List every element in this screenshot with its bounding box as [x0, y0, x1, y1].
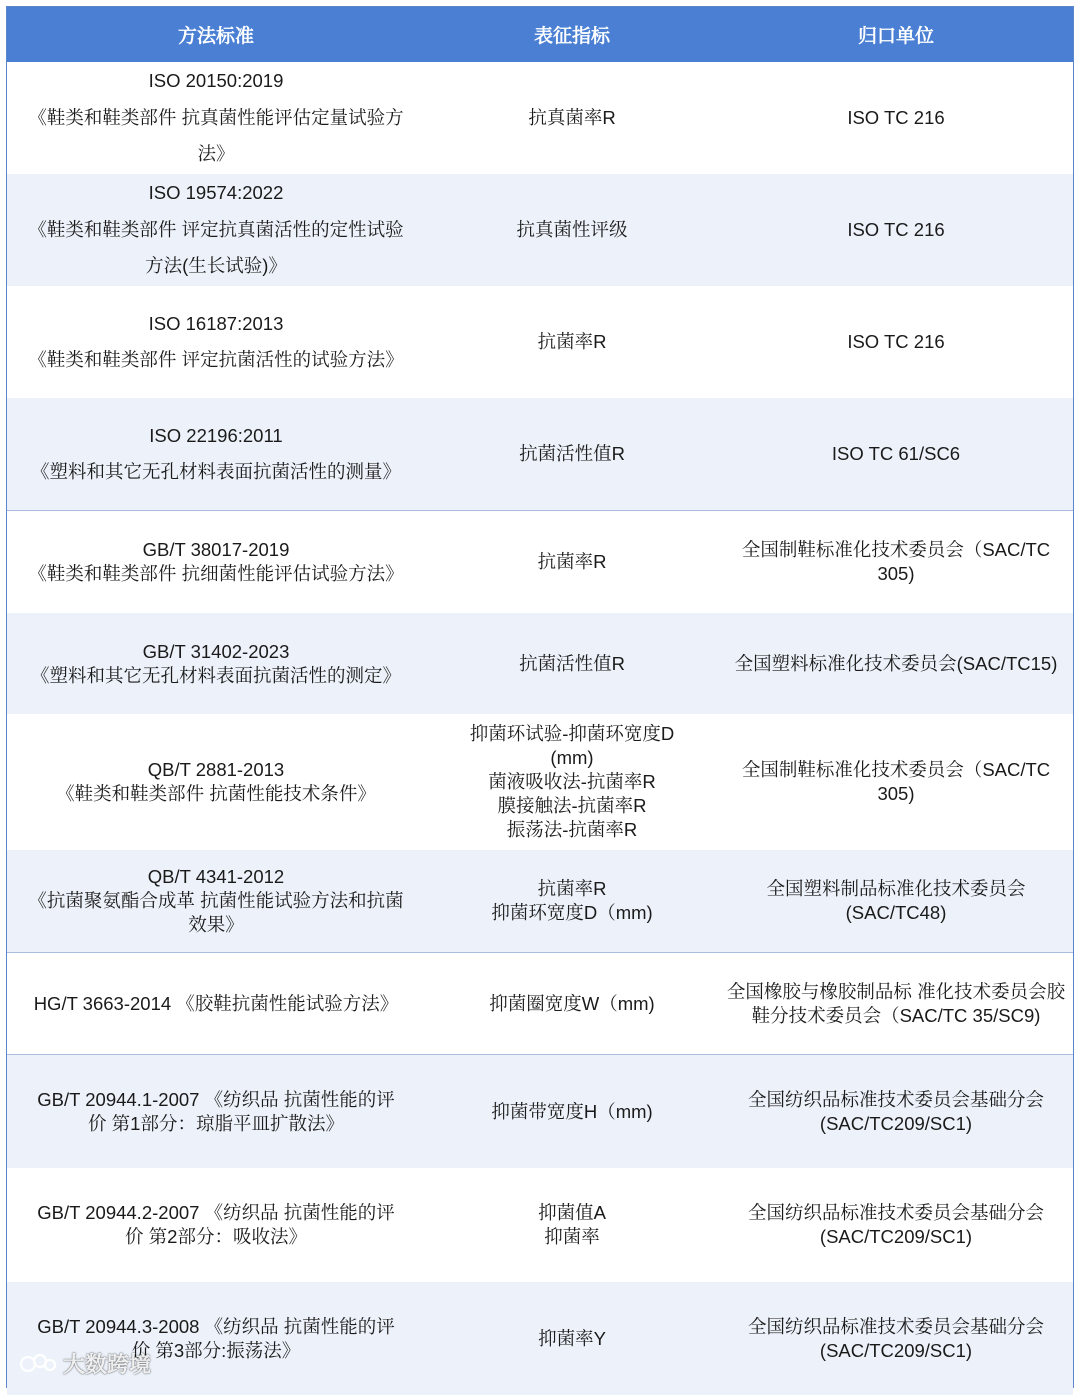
- standard-code: GB/T 20944.2-2007 《纺织品 抗菌性能的评: [37, 1202, 395, 1223]
- table-body: [7, 62, 1073, 1395]
- organization-line: 305): [877, 563, 915, 584]
- standard-title: 价 第1部分：琼脂平皿扩散法》: [88, 1112, 344, 1134]
- organization-line: 全国制鞋标准化技术委员会（SAC/TC: [741, 759, 1051, 780]
- indicator-line: 抗菌率R: [537, 331, 607, 352]
- standard-title: 《塑料和其它无孔材料表面抗菌活性的测量》: [30, 461, 401, 482]
- indicator-cell: [425, 1282, 719, 1395]
- watermark: [19, 1348, 151, 1379]
- table-row: [7, 613, 1073, 714]
- indicator-line: 抗菌活性值R: [519, 652, 625, 674]
- indicator-cell: [425, 953, 719, 1054]
- indicator-line: 抗菌率R: [537, 878, 607, 899]
- standard-title: 《鞋类和鞋类部件 评定抗菌活性的试验方法》: [28, 349, 404, 370]
- indicator-cell: [425, 714, 719, 850]
- indicator-line: 菌液吸收法-抗菌率R: [488, 771, 656, 792]
- standard-code: GB/T 31402-2023: [142, 640, 290, 662]
- indicator-line: 抑菌环试验-抑菌环宽度D: [469, 723, 675, 744]
- standards-table: [6, 6, 1074, 1388]
- organization-cell: [719, 1055, 1073, 1168]
- indicator-line: 抑菌值A: [538, 1202, 606, 1223]
- indicator-line: 抑菌率: [544, 1226, 600, 1247]
- standard-cell: [7, 1168, 425, 1282]
- organization-cell: [719, 398, 1073, 510]
- organization-cell: [719, 1168, 1073, 1282]
- indicator-line: 抑菌带宽度H（mm): [491, 1100, 653, 1122]
- table-row: [7, 286, 1073, 398]
- indicator-line: 抗菌活性值R: [519, 443, 625, 464]
- indicator-line: 抗真菌率R: [528, 107, 616, 128]
- organization-line: ISO TC 216: [847, 107, 945, 128]
- organization-line: 全国纺织品标准技术委员会基础分会: [747, 1202, 1044, 1223]
- standard-title: 《抗菌聚氨酯合成革 抗菌性能试验方法和抗菌: [28, 890, 404, 911]
- organization-cell: [719, 286, 1073, 398]
- standard-cell: [7, 511, 425, 613]
- table-row: [7, 62, 1073, 174]
- organization-line: ISO TC 216: [847, 331, 945, 352]
- standard-cell: [7, 1055, 425, 1168]
- indicator-cell: [425, 286, 719, 398]
- standard-title: 《鞋类和鞋类部件 抗细菌性能评估试验方法》: [28, 563, 404, 584]
- table-header: [7, 7, 1073, 62]
- standard-cell: [7, 398, 425, 510]
- organization-line: 全国橡胶与橡胶制品标 准化技术委员会胶: [726, 980, 1066, 1002]
- indicator-cell: [425, 62, 719, 174]
- standard-title: 《塑料和其它无孔材料表面抗菌活性的测定》: [30, 664, 401, 686]
- table-row: [7, 714, 1073, 850]
- standard-title: 价 第2部分：吸收法》: [125, 1226, 307, 1247]
- organization-cell: [719, 511, 1073, 613]
- organization-cell: [719, 613, 1073, 714]
- standard-code: QB/T 2881-2013: [147, 759, 285, 780]
- standard-code: QB/T 4341-2012: [147, 866, 285, 887]
- organization-cell: [719, 174, 1073, 286]
- standard-cell: [7, 62, 425, 174]
- indicator-line: 抑菌环宽度D（mm): [491, 902, 653, 923]
- organization-line: 鞋分技术委员会（SAC/TC 35/SC9): [751, 1004, 1041, 1026]
- watermark-text: 大数跨境: [63, 1352, 152, 1377]
- standard-cell: [7, 850, 425, 952]
- watermark-logo-icon: [19, 1351, 57, 1377]
- indicator-line: 抗真菌性评级: [516, 219, 628, 240]
- organization-cell: [719, 62, 1073, 174]
- standard-cell: [7, 613, 425, 714]
- standard-title-cont: 效果》: [188, 914, 244, 935]
- indicator-line: 抑菌圈宽度W（mm): [489, 992, 655, 1014]
- standard-code: GB/T 20944.3-2008 《纺织品 抗菌性能的评: [37, 1315, 395, 1337]
- organization-line: 全国纺织品标准技术委员会基础分会: [747, 1315, 1044, 1337]
- table-row: [7, 952, 1073, 1054]
- standard-title: 价 第3部分:振荡法》: [131, 1339, 301, 1361]
- standard-cell: [7, 953, 425, 1054]
- standard-cell: [7, 714, 425, 850]
- indicator-line: 膜接触法-抗菌率R: [497, 795, 647, 816]
- organization-cell: [719, 714, 1073, 850]
- organization-line: (SAC/TC209/SC1): [819, 1226, 973, 1247]
- indicator-line: 抑菌率Y: [538, 1327, 606, 1349]
- organization-line: (SAC/TC48): [845, 902, 947, 923]
- standard-code: ISO 16187:2013: [148, 312, 284, 334]
- organization-line: ISO TC 216: [847, 219, 945, 240]
- table-row: [7, 1282, 1073, 1395]
- indicator-cell: [425, 511, 719, 613]
- organization-line: 305): [877, 783, 915, 804]
- indicator-cell: [425, 174, 719, 286]
- table-row: [7, 850, 1073, 952]
- organization-line: (SAC/TC209/SC1): [819, 1339, 973, 1361]
- header-indicator: 表征指标: [533, 26, 610, 47]
- organization-cell: [719, 850, 1073, 952]
- header-organization: 归口单位: [857, 26, 934, 47]
- table-row: [7, 510, 1073, 613]
- indicator-cell: [425, 398, 719, 510]
- indicator-cell: [425, 1168, 719, 1282]
- organization-line: ISO TC 61/SC6: [831, 443, 961, 464]
- organization-line: 全国纺织品标准技术委员会基础分会: [747, 1088, 1044, 1110]
- standard-title: 《鞋类和鞋类部件 评定抗真菌活性的定性试验: [28, 218, 404, 240]
- standard-code: ISO 22196:2011: [149, 424, 283, 446]
- organization-line: 全国塑料标准化技术委员会(SAC/TC15): [734, 652, 1058, 674]
- header-method-standard: 方法标准: [177, 26, 254, 47]
- standard-cell: [7, 174, 425, 286]
- indicator-cell: [425, 613, 719, 714]
- standard-code: HG/T 3663-2014 《胶鞋抗菌性能试验方法》: [33, 992, 399, 1014]
- standard-title-cont: 法》: [197, 143, 235, 165]
- indicator-cell: [425, 1055, 719, 1168]
- table-row: [7, 398, 1073, 510]
- indicator-cell: [425, 850, 719, 952]
- indicator-line: 抗菌率R: [537, 551, 607, 572]
- standard-code: ISO 19574:2022: [148, 182, 284, 204]
- indicator-line: (mm): [550, 747, 594, 768]
- organization-line: 全国塑料制品标准化技术委员会: [766, 878, 1026, 899]
- indicator-line: 振荡法-抗菌率R: [506, 819, 638, 840]
- standard-code: ISO 20150:2019: [148, 70, 284, 92]
- standard-cell: [7, 286, 425, 398]
- table-row: [7, 1054, 1073, 1168]
- standard-code: GB/T 38017-2019: [142, 539, 290, 560]
- organization-line: 全国制鞋标准化技术委员会（SAC/TC: [741, 539, 1051, 560]
- table-row: [7, 174, 1073, 286]
- standard-title: 《鞋类和鞋类部件 抗菌性能技术条件》: [56, 783, 376, 804]
- standard-title: 《鞋类和鞋类部件 抗真菌性能评估定量试验方: [28, 106, 404, 128]
- organization-cell: [719, 953, 1073, 1054]
- standard-code: GB/T 20944.1-2007 《纺织品 抗菌性能的评: [37, 1088, 395, 1110]
- standard-title-cont: 方法(生长试验)》: [145, 255, 287, 277]
- organization-cell: [719, 1282, 1073, 1395]
- organization-line: (SAC/TC209/SC1): [819, 1112, 973, 1134]
- table-row: [7, 1168, 1073, 1282]
